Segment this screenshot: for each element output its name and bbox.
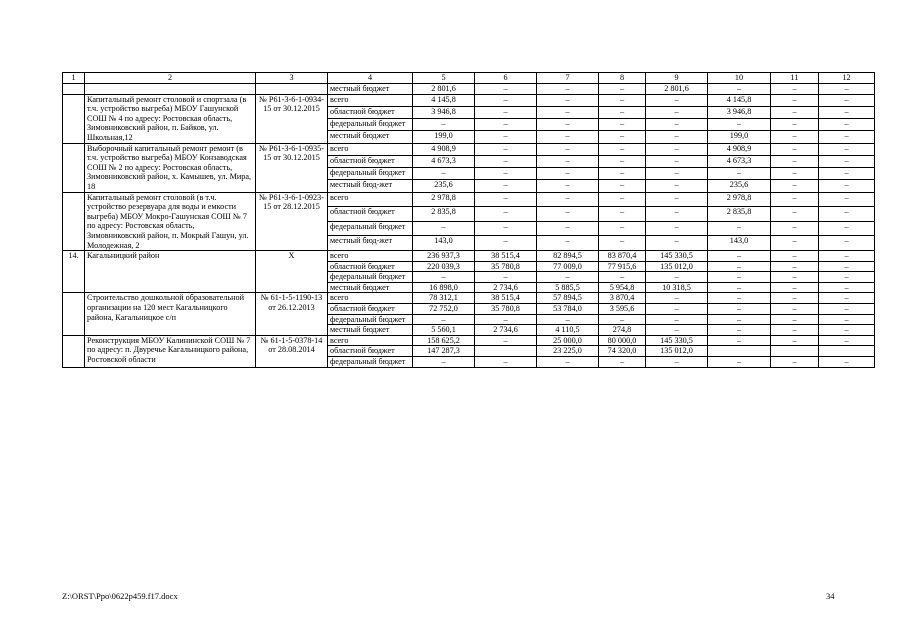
value-cell: 145 330,5 (646, 335, 708, 346)
value-cell: – (819, 236, 875, 251)
value-cell: – (819, 180, 875, 192)
budget-source-cell: федеральный бюджет (328, 168, 413, 180)
value-cell: – (413, 119, 475, 131)
value-cell: – (537, 236, 599, 251)
document-cell (256, 84, 328, 95)
column-number-cell: 11 (771, 73, 819, 84)
value-cell: 4 145,8 (708, 94, 771, 106)
document-cell: № 61-1-5-0378-14 от 28.08.2014 (256, 335, 328, 367)
value-cell: – (819, 272, 875, 283)
value-cell: 2 978,8 (413, 192, 475, 207)
value-cell: – (771, 143, 819, 155)
value-cell: – (708, 293, 771, 304)
value-cell: 2 801,6 (413, 84, 475, 95)
column-number-cell: 10 (708, 73, 771, 84)
value-cell: – (819, 168, 875, 180)
column-number-cell: 8 (599, 73, 646, 84)
value-cell: 5 885,5 (537, 282, 599, 293)
object-row (63, 192, 875, 207)
value-cell: – (599, 84, 646, 95)
budget-source-cell: федеральный бюджет (328, 272, 413, 283)
value-cell: – (771, 261, 819, 272)
value-cell: – (771, 119, 819, 131)
budget-source-cell: местный бюд-жет (328, 180, 413, 192)
value-cell: – (708, 325, 771, 336)
value-cell: – (599, 207, 646, 222)
value-cell: – (599, 131, 646, 143)
value-cell: – (708, 251, 771, 262)
value-cell: 158 625,2 (413, 335, 475, 346)
value-cell: 35 780,8 (475, 261, 537, 272)
value-cell: – (413, 221, 475, 236)
value-cell: 2 835,8 (708, 207, 771, 222)
value-cell: 38 515,4 (475, 293, 537, 304)
row-number-cell: 14. (63, 251, 85, 293)
value-cell: – (537, 314, 599, 325)
value-cell: 72 752,0 (413, 304, 475, 315)
value-cell: – (819, 155, 875, 167)
budget-source-cell: всего (328, 293, 413, 304)
value-cell: – (708, 221, 771, 236)
value-cell: – (599, 155, 646, 167)
value-cell: – (537, 207, 599, 222)
value-cell: – (819, 335, 875, 346)
footer-file-path: Z:\ORST\Ppo\0622p459.f17.docx (62, 591, 178, 601)
value-cell: – (537, 192, 599, 207)
object-name-cell: Реконструкция МБОУ Калининской СОШ № 7 по адресу: п. Двуречье Кагальницкого района, Ростовской области (85, 335, 256, 367)
value-cell: 145 330,5 (646, 251, 708, 262)
page-number: 34 (826, 591, 835, 601)
value-cell: – (771, 272, 819, 283)
row-number-cell (63, 335, 85, 367)
budget-source-cell: всего (328, 143, 413, 155)
value-cell: 3 946,8 (708, 106, 771, 118)
object-row (63, 94, 875, 106)
value-cell: 35 780,8 (475, 304, 537, 315)
budget-source-cell: местный бюд-жет (328, 236, 413, 251)
value-cell: – (771, 131, 819, 143)
budget-table (62, 72, 875, 368)
value-cell: – (646, 272, 708, 283)
value-cell: 77 009,0 (537, 261, 599, 272)
value-cell: 4 673,3 (708, 155, 771, 167)
value-cell: 4 673,3 (413, 155, 475, 167)
budget-source-cell: федеральный бюджет (328, 314, 413, 325)
column-number-cell: 2 (85, 73, 256, 84)
column-number-cell: 7 (537, 73, 599, 84)
value-cell: – (819, 282, 875, 293)
value-cell: 2 978,8 (708, 192, 771, 207)
value-cell: 235,6 (708, 180, 771, 192)
value-cell: – (475, 168, 537, 180)
value-cell: – (646, 304, 708, 315)
budget-source-cell: федеральный бюджет (328, 221, 413, 236)
value-cell: – (771, 282, 819, 293)
value-cell: – (537, 221, 599, 236)
value-cell: – (537, 94, 599, 106)
value-cell: – (819, 106, 875, 118)
value-cell: – (599, 180, 646, 192)
value-cell: – (646, 207, 708, 222)
value-cell: – (819, 221, 875, 236)
object-name-cell: Капитальный ремонт столовой и спортзала (в т.ч. устройство выгреба) МБОУ Гашунской СОШ № 4 по адресу: Ростовская область, Зимовниковский район, п. Байков, ул. Школьная,12 (85, 94, 256, 143)
value-cell: – (475, 357, 537, 368)
value-cell: 3 870,4 (599, 293, 646, 304)
value-cell: – (819, 131, 875, 143)
budget-source-cell: областной бюджет (328, 261, 413, 272)
value-cell: – (599, 192, 646, 207)
value-cell: – (646, 236, 708, 251)
value-cell: 2 835,8 (413, 207, 475, 222)
value-cell: 274,8 (599, 325, 646, 336)
value-cell: – (819, 119, 875, 131)
value-cell: – (599, 94, 646, 106)
value-cell: – (708, 119, 771, 131)
value-cell: 135 012,0 (646, 261, 708, 272)
budget-source-cell: областной бюджет (328, 106, 413, 118)
value-cell: – (646, 314, 708, 325)
value-cell: – (771, 168, 819, 180)
object-name-cell: Капитальный ремонт столовой (в т.ч. устройство резервуара для воды и емкости выгреба) МБОУ Мокро-Гашунская СОШ № 7 по адресу: Ростовская область, Зимовниковский район, п. Мокрый Гашун, ул. Молодежная, 2 (85, 192, 256, 251)
value-cell: – (537, 155, 599, 167)
value-cell: 143,0 (708, 236, 771, 251)
budget-source-cell: федеральный бюджет (328, 119, 413, 131)
value-cell: – (771, 304, 819, 315)
value-cell: 10 318,5 (646, 282, 708, 293)
column-number-cell: 3 (256, 73, 328, 84)
value-cell: – (771, 94, 819, 106)
document-cell: Х (256, 251, 328, 293)
column-number-cell: 5 (413, 73, 475, 84)
value-cell: – (771, 192, 819, 207)
value-cell: 4 145,8 (413, 94, 475, 106)
value-cell: – (819, 251, 875, 262)
value-cell: – (537, 272, 599, 283)
document-cell: № 61-1-5-1190-13 от 26.12.2013 (256, 293, 328, 335)
value-cell: – (646, 168, 708, 180)
value-cell: – (475, 207, 537, 222)
value-cell: – (771, 325, 819, 336)
value-cell: 80 000,0 (599, 335, 646, 346)
value-cell: – (475, 335, 537, 346)
value-cell: – (537, 180, 599, 192)
object-row (63, 143, 875, 155)
value-cell (819, 346, 875, 357)
value-cell: 235,6 (413, 180, 475, 192)
value-cell: – (646, 131, 708, 143)
value-cell: – (771, 84, 819, 95)
value-cell: – (537, 106, 599, 118)
row-number-cell (63, 143, 85, 192)
budget-source-cell: всего (328, 335, 413, 346)
value-cell: – (537, 168, 599, 180)
value-cell: 199,0 (708, 131, 771, 143)
value-cell: – (475, 106, 537, 118)
value-cell: – (708, 357, 771, 368)
value-cell: – (599, 272, 646, 283)
value-cell: 199,0 (413, 131, 475, 143)
value-cell: – (599, 143, 646, 155)
budget-source-cell: местный бюджет (328, 131, 413, 143)
value-cell: – (537, 357, 599, 368)
row-number-cell (63, 293, 85, 335)
budget-source-cell: всего (328, 94, 413, 106)
value-cell: 74 320,0 (599, 346, 646, 357)
object-name-cell: Кагальницкий район (85, 251, 256, 293)
column-number-cell: 1 (63, 73, 85, 84)
value-cell: – (646, 357, 708, 368)
value-cell: 4 908,9 (708, 143, 771, 155)
budget-source-cell: всего (328, 251, 413, 262)
column-number-cell: 6 (475, 73, 537, 84)
value-cell: – (646, 221, 708, 236)
value-cell: 143,0 (413, 236, 475, 251)
value-cell: – (819, 314, 875, 325)
value-cell: 5 560,1 (413, 325, 475, 336)
value-cell: – (475, 180, 537, 192)
value-cell: – (599, 168, 646, 180)
value-cell: – (646, 94, 708, 106)
value-cell (708, 346, 771, 357)
value-cell: 53 784,0 (537, 304, 599, 315)
value-cell: – (771, 357, 819, 368)
value-cell: – (475, 155, 537, 167)
value-cell: 5 954,8 (599, 282, 646, 293)
value-cell (475, 346, 537, 357)
value-cell: – (819, 207, 875, 222)
value-cell: – (819, 192, 875, 207)
value-cell: – (475, 221, 537, 236)
value-cell: – (537, 143, 599, 155)
value-cell: 4 908,9 (413, 143, 475, 155)
budget-source-cell: областной бюджет (328, 304, 413, 315)
value-cell: 4 110,5 (537, 325, 599, 336)
value-cell: – (599, 119, 646, 131)
value-cell: – (537, 84, 599, 95)
value-cell: – (771, 236, 819, 251)
value-cell: – (708, 84, 771, 95)
value-cell: 135 012,0 (646, 346, 708, 357)
value-cell: 25 000,0 (537, 335, 599, 346)
value-cell: – (771, 314, 819, 325)
document-cell: № Р61-3-6-1-0923-15 от 28.12.2015 (256, 192, 328, 251)
budget-source-cell: областной бюджет (328, 346, 413, 357)
value-cell: – (413, 357, 475, 368)
value-cell: – (771, 221, 819, 236)
value-cell (771, 346, 819, 357)
continuation-row (63, 84, 875, 95)
value-cell: – (646, 155, 708, 167)
value-cell: – (413, 272, 475, 283)
value-cell: – (771, 335, 819, 346)
value-cell: – (646, 180, 708, 192)
value-cell: – (708, 282, 771, 293)
value-cell: 77 915,6 (599, 261, 646, 272)
value-cell: 2 734,6 (475, 282, 537, 293)
value-cell: – (599, 221, 646, 236)
column-number-cell: 12 (819, 73, 875, 84)
value-cell: – (537, 131, 599, 143)
value-cell: 38 515,4 (475, 251, 537, 262)
value-cell: 2 801,6 (646, 84, 708, 95)
value-cell: – (819, 293, 875, 304)
value-cell: – (646, 293, 708, 304)
value-cell: – (475, 143, 537, 155)
object-row (63, 251, 875, 262)
document-cell: № Р61-3-6-1-0935-15 от 30.12.2015 (256, 143, 328, 192)
value-cell: – (475, 119, 537, 131)
value-cell: – (413, 314, 475, 325)
value-cell: – (819, 325, 875, 336)
value-cell: 236 937,3 (413, 251, 475, 262)
value-cell: – (537, 119, 599, 131)
value-cell: – (599, 236, 646, 251)
value-cell: – (475, 236, 537, 251)
value-cell: 23 225,0 (537, 346, 599, 357)
value-cell: – (475, 314, 537, 325)
budget-source-cell: федеральный бюджет (328, 357, 413, 368)
value-cell: – (708, 168, 771, 180)
row-number-cell (63, 192, 85, 251)
value-cell: 220 039,3 (413, 261, 475, 272)
column-number-cell: 4 (328, 73, 413, 84)
value-cell: – (819, 84, 875, 95)
object-row (63, 293, 875, 304)
budget-source-cell: местный бюджет (328, 282, 413, 293)
value-cell: – (771, 155, 819, 167)
header-row (63, 73, 875, 84)
value-cell: – (646, 119, 708, 131)
value-cell: – (599, 357, 646, 368)
value-cell: – (771, 180, 819, 192)
value-cell: – (771, 106, 819, 118)
value-cell: – (708, 304, 771, 315)
value-cell: – (708, 314, 771, 325)
value-cell: – (819, 94, 875, 106)
value-cell: – (413, 168, 475, 180)
value-cell: – (819, 304, 875, 315)
value-cell: 57 894,5 (537, 293, 599, 304)
value-cell: – (646, 143, 708, 155)
value-cell: – (475, 94, 537, 106)
value-cell: – (475, 131, 537, 143)
value-cell: – (646, 106, 708, 118)
value-cell: 82 894,5 (537, 251, 599, 262)
column-number-cell: 9 (646, 73, 708, 84)
value-cell: – (771, 251, 819, 262)
object-name-cell: Выборочный капитальный ремонт ремонт (в т.ч. устройство выгреба) МБОУ Конзаводская СОШ № 2 по адресу: Ростовская область, Зимовниковский район, х. Камышев, ул. Мира, 18 (85, 143, 256, 192)
value-cell: – (771, 207, 819, 222)
value-cell: 78 312,1 (413, 293, 475, 304)
budget-source-cell: областной бюджет (328, 155, 413, 167)
value-cell: – (475, 272, 537, 283)
value-cell: – (708, 261, 771, 272)
value-cell: 2 734,6 (475, 325, 537, 336)
value-cell: – (475, 84, 537, 95)
budget-source-cell: областной бюджет (328, 207, 413, 222)
value-cell: – (771, 293, 819, 304)
value-cell: – (819, 143, 875, 155)
value-cell: – (599, 314, 646, 325)
object-row (63, 335, 875, 346)
value-cell: – (646, 325, 708, 336)
value-cell: 3 595,6 (599, 304, 646, 315)
value-cell: – (819, 261, 875, 272)
value-cell: 16 898,0 (413, 282, 475, 293)
budget-source-cell: всего (328, 192, 413, 207)
budget-source-cell: местный бюджет (328, 84, 413, 95)
object-name-cell: Строительство дошкольной образовательной организации на 120 мест Кагальницкого района, Кагальницкое с/п (85, 293, 256, 335)
value-cell: – (819, 357, 875, 368)
value-cell: – (708, 335, 771, 346)
value-cell: – (475, 192, 537, 207)
value-cell: – (599, 106, 646, 118)
value-cell: – (708, 272, 771, 283)
document-cell: № Р61-3-6-1-0934-15 от 30.12.2015 (256, 94, 328, 143)
row-number-cell (63, 84, 85, 95)
value-cell: 83 870,4 (599, 251, 646, 262)
value-cell: 147 287,3 (413, 346, 475, 357)
row-number-cell (63, 94, 85, 143)
value-cell: 3 946,8 (413, 106, 475, 118)
budget-source-cell: местный бюджет (328, 325, 413, 336)
value-cell: – (646, 192, 708, 207)
object-name-cell (85, 84, 256, 95)
